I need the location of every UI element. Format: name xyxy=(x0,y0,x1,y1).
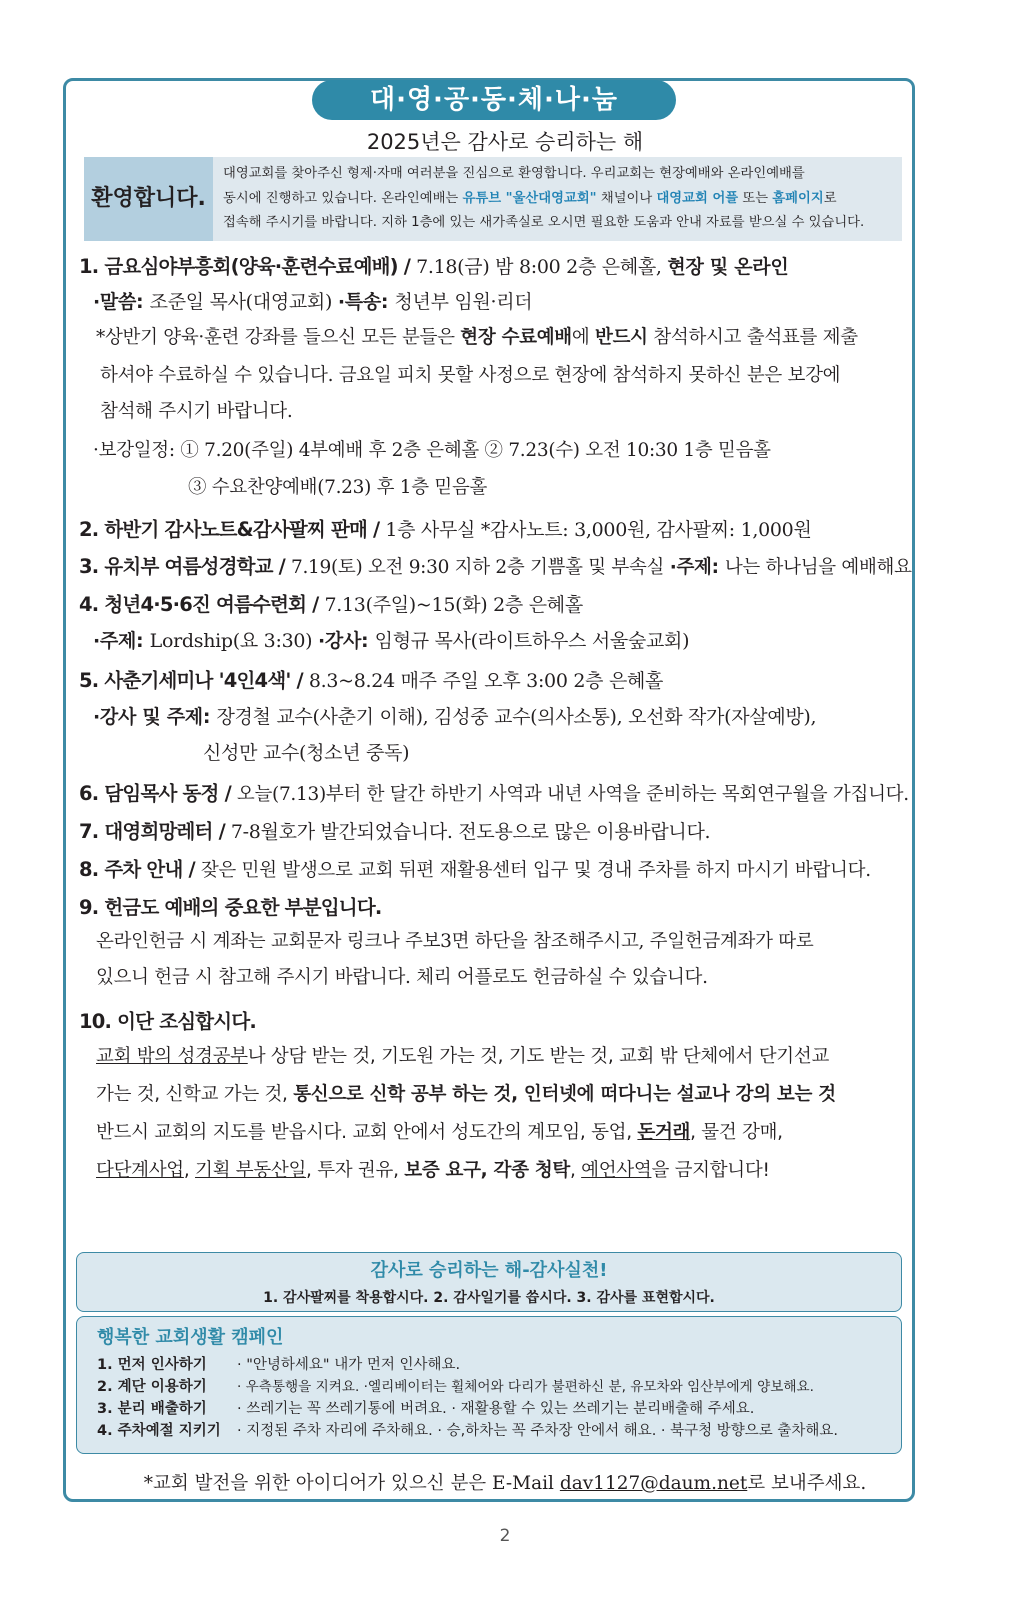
section-title: 대·영·공·동·체·나·눔 xyxy=(312,80,676,120)
item-2: 2. 하반기 감사노트&감사팔찌 판매 / 1층 사무실 *감사노트: 3,000원, 감사팔찌: 1,000원 xyxy=(79,518,812,541)
item-1-note-line3: 참석해 주시기 바랍니다. xyxy=(100,401,293,422)
welcome-box xyxy=(84,157,902,241)
email-link[interactable]: dav1127@daum.net xyxy=(559,1473,748,1494)
youtube-channel-link[interactable]: 유튜브 "울산대영교회" xyxy=(462,190,597,206)
item-1-makeup-schedule-2: ③ 수요찬양예배(7.23) 후 1층 믿음홀 xyxy=(188,477,488,498)
item-1-note-line1: *상반기 양육·훈련 강좌를 들으신 모든 분들은 현장 수료예배에 반드시 참석하시고 출석표를 제출 xyxy=(96,327,858,348)
item-1-note-line2: 하셔야 수료하실 수 있습니다. 금요일 피치 못할 사정으로 현장에 참석하지 못하신 분은 보강에 xyxy=(100,365,841,386)
year-motto: 2025년은 감사로 승리하는 해 xyxy=(366,130,644,154)
item-1-makeup-schedule: ·보강일정: ① 7.20(주일) 4부예배 후 2층 은혜홀 ② 7.23(수) 오전 10:30 1층 믿음홀 xyxy=(93,440,771,461)
thanks-practice-text: 1. 감사팔찌를 착용합시다. 2. 감사일기를 씁시다. 3. 감사를 표현합시다. xyxy=(263,1290,715,1306)
welcome-label: 환영합니다. xyxy=(84,157,213,241)
page-number: 2 xyxy=(499,1526,511,1546)
thanks-practice-title: 감사로 승리하는 해-감사실천! xyxy=(370,1260,608,1281)
item-5-lecturers-2: 신성만 교수(청소년 중독) xyxy=(203,742,410,764)
campaign-box: 행복한 교회생활 캠페인 1. 먼저 인사하기 · "안녕하세요" 내가 먼저 인사해요. 2. 계단 이용하기 · 우측통행을 지켜요. ·엘리베이터는 휠체어와 다리가 불편하신 분, 유모차와 임산부에게 양보해요. 3. 분리 배출하기 · 쓰레기는 꼭 쓰레기통에 버려요. · 재활용할 수 있는 쓰레기는 분리배출해 주세요. 4. 주차예절 지키기 · 지정된 주차 자리에 주차해요. · 승,하차는 꼭 주차장 안에서 해요. · 북구청 방향으로 출차해요. xyxy=(76,1316,902,1454)
item-10-text-2: 가는 것, 신학교 가는 것, 통신으로 신학 공부 하는 것, 인터넷에 떠다니는 설교나 강의 보는 것 xyxy=(96,1084,836,1105)
welcome-text: 대영교회를 찾아주신 형제·자매 여러분을 진심으로 환영합니다. 우리교회는 현장예배와 온라인예배를 동시에 진행하고 있습니다. 온라인예배는 유튜브 "울산대영교회" 채널이나 대영교회 어플 또는 홈페이지로 접속해 주시기를 바랍니다. 지하 1층에 있는 새가족실로 오시면 필요한 도움과 안내 자료를 받으실 수 있습니다. xyxy=(223,166,865,230)
thanks-practice-box xyxy=(76,1252,902,1312)
item-7: 7. 대영희망레터 / 7-8월호가 발간되었습니다. 전도용으로 많은 이용바랍니다. xyxy=(79,820,711,843)
item-9-text-2: 있으니 헌금 시 참고해 주시기 바랍니다. 체리 어플로도 헌금하실 수 있습니다. xyxy=(96,967,708,988)
item-5-lecturers: ·강사 및 주제: 장경철 교수(사춘기 이해), 김성중 교수(의사소통), 오선화 작가(자살예방), xyxy=(93,706,817,728)
item-10-text-3: 반드시 교회의 지도를 받읍시다. 교회 안에서 성도간의 계모임, 동업, 돈거래, 물건 강매, xyxy=(96,1122,783,1143)
item-1-speakers: ·말씀: 조준일 목사(대영교회) ·특송: 청년부 임원·리더 xyxy=(93,291,533,313)
item-9-heading: 9. 헌금도 예배의 중요한 부분입니다. xyxy=(79,896,382,919)
item-8: 8. 주차 안내 / 잦은 민원 발생으로 교회 뒤편 재활용센터 입구 및 경내 주차를 하지 마시기 바랍니다. xyxy=(79,858,871,881)
item-1-heading: 1. 금요심야부흥회(양육·훈련수료예배) / 7.18(금) 밤 8:00 2층 은혜홀, 현장 및 온라인 xyxy=(79,255,789,278)
item-10-heading: 10. 이단 조심합시다. xyxy=(79,1010,256,1033)
item-9-text-1: 온라인헌금 시 계좌는 교회문자 링크나 주보3면 하단을 참조해주시고, 주일헌금계좌가 따로 xyxy=(96,931,814,952)
church-app-link[interactable]: 대영교회 어플 xyxy=(656,190,739,206)
item-4: 4. 청년4·5·6진 여름수련회 / 7.13(주일)~15(화) 2층 은혜홀 xyxy=(79,593,583,616)
homepage-link[interactable]: 홈페이지 xyxy=(772,190,824,206)
item-6: 6. 담임목사 동정 / 오늘(7.13)부터 한 달간 하반기 사역과 내년 사역을 준비하는 목회연구월을 가집니다. xyxy=(79,782,909,805)
footer-note: *교회 발전을 위한 아이디어가 있으신 분은 E-Mail dav1127@daum.net로 보내주세요. xyxy=(143,1473,867,1494)
item-10-text-1: 교회 밖의 성경공부나 상담 받는 것, 기도원 가는 것, 기도 받는 것, 교회 밖 단체에서 단기선교 xyxy=(96,1046,830,1067)
item-5: 5. 사춘기세미나 '4인4색' / 8.3~8.24 매주 주일 오후 3:00 2층 은혜홀 xyxy=(79,669,664,692)
item-3: 3. 유치부 여름성경학교 / 7.19(토) 오전 9:30 지하 2층 기쁨홀 및 부속실 ·주제: 나는 하나님을 예배해요 xyxy=(79,555,912,578)
item-4-details: ·주제: Lordship(요 3:30) ·강사: 임형규 목사(라이트하우스 서울숲교회) xyxy=(93,630,690,652)
item-10-text-4: 다단계사업, 기획 부동산일, 투자 권유, 보증 요구, 각종 청탁, 예언사역을 금지합니다! xyxy=(96,1160,770,1181)
campaign-title: 행복한 교회생활 캠페인 xyxy=(97,1327,284,1348)
